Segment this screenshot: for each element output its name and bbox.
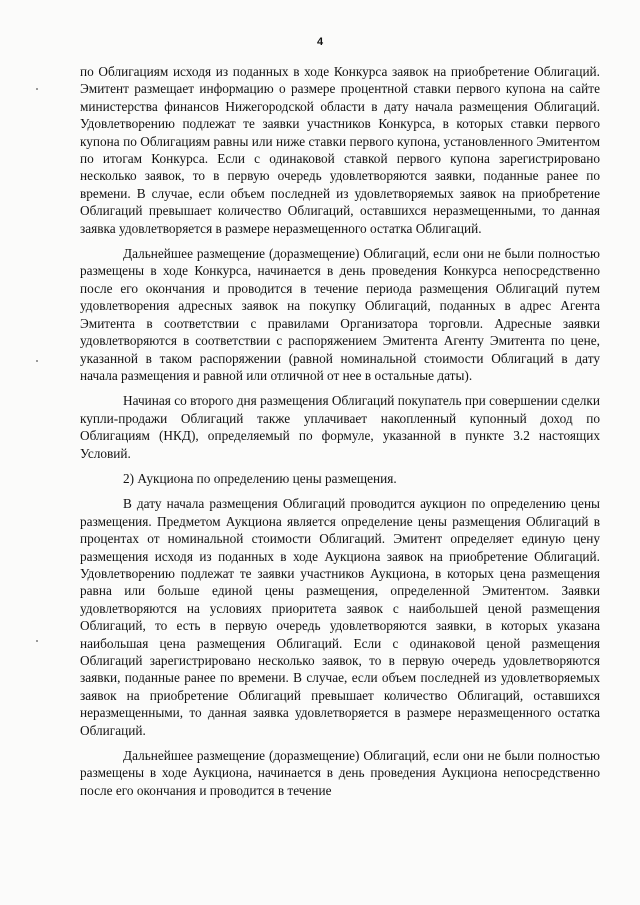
document-body	[80, 63, 600, 807]
paragraph: В дату начала размещения Облигаций проводится аукцион по определению цены размещения. Предметом Аукциона является определение цены размещения Облигаций в процентах от номинальной стоимости Облигаций. Эмитент определяет единую цену размещения исходя из поданных в ходе Аукциона заявок на приобретение Облигаций. Удовлетворению подлежат те заявки участников Аукциона, в которых цена размещения равна или больше единой цены размещения, определенной Эмитентом. Заявки удовлетворяются на условиях приоритета заявок с наибольшей ценой размещения Облигаций, то есть в первую очередь удовлетворяются заявки, в которых указана наибольшая цена размещения Облигаций. Если с одинаковой ценой размещения Облигаций зарегистрировано несколько заявок, то в первую очередь удовлетворяются заявки, поданные ранее по времени. В случае, если объем последней из удовлетворяемых заявок на приобретение Облигаций превышает количество Облигаций, оставшихся неразмещенными, то данная заявка удовлетворяется в размере неразмещенного остатка Облигаций.	[80, 496, 600, 738]
paragraph: Дальнейшее размещение (доразмещение) Облигаций, если они не были полностью размещены в ходе Конкурса, начинается в день проведения Конкурса непосредственно после его окончания и проводится в течение периода размещения Облигаций путем удовлетворения адресных заявок на покупку Облигаций, поданных в адрес Агента Эмитента в соответствии с правилами Организатора торговли. Адресные заявки удовлетворяются в соответствии с распоряжением Эмитента Агенту Эмитента по цене, указанной в таком распоряжении (равной номинальной стоимости Облигаций в дату начала размещения и равной или отличной от нее в остальные даты).	[80, 246, 600, 383]
paragraph: по Облигациям исходя из поданных в ходе Конкурса заявок на приобретение Облигаций. Эмитент размещает информацию о размере процентной ставки первого купона на сайте министерства финансов Нижегородской области в дату начала размещения Облигаций. Удовлетворению подлежат те заявки участников Конкурса, в которых ставки первого купона по Облигациям равны или ниже ставки первого купона, установленного Эмитентом по итогам Конкурса. Если с одинаковой ставкой первого купона зарегистрировано несколько заявок, то в первую очередь удовлетворяются заявки, поданные ранее по времени. В случае, если объем последней из удовлетворяемых заявок на приобретение Облигаций превышает количество Облигаций, оставшихся неразмещенными, то данная заявка удовлетворяется в размере неразмещенного остатка Облигаций.	[80, 64, 600, 236]
scan-margin-mark	[36, 640, 38, 642]
section-heading-auction: 2) Аукциона по определению цены размещения.	[123, 470, 397, 486]
scan-margin-mark	[36, 360, 38, 362]
paragraph: Начиная со второго дня размещения Облигаций покупатель при совершении сделки купли-продажи Облигаций также уплачивает накопленный купонный доход по Облигациям (НКД), определяемый по формуле, указанной в пункте 3.2 настоящих Условий.	[80, 393, 600, 461]
scan-margin-mark	[36, 88, 38, 90]
page-number: 4	[316, 36, 324, 48]
paragraph: Дальнейшее размещение (доразмещение) Облигаций, если они не были полностью размещены в ходе Аукциона, начинается в день проведения Аукциона непосредственно после его окончания и проводится в течение	[80, 748, 600, 798]
